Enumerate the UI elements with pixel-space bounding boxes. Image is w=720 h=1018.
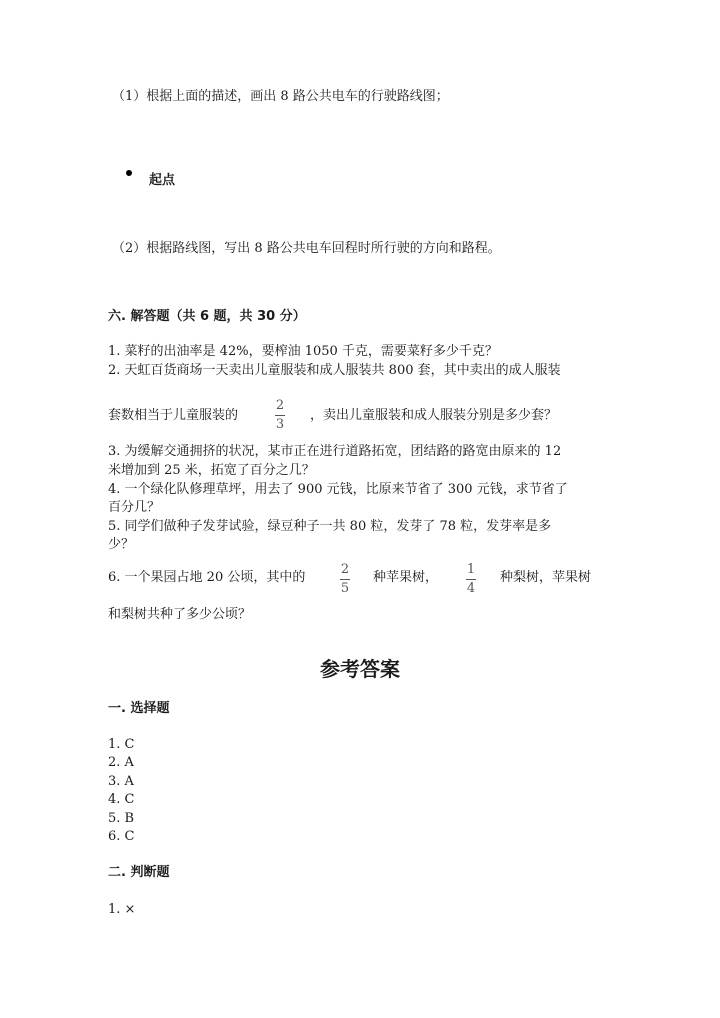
answer-item: 5. B bbox=[108, 811, 135, 826]
answer-item: 4. C bbox=[108, 792, 135, 807]
question-3-line1: 3. 为缓解交通拥挤的状况，某市正在进行道路拓宽，团结路的路宽由原来的 12 bbox=[108, 444, 562, 459]
question-1: 1. 菜籽的出油率是 42%，要榨油 1050 千克，需要菜籽多少千克？ bbox=[108, 344, 498, 359]
answers-section1-heading: 一. 选择题 bbox=[108, 701, 170, 716]
start-point-dot bbox=[126, 170, 132, 176]
fraction-two-fifths bbox=[340, 563, 350, 596]
part1-instruction: （1）根据上面的描述，画出 8 路公共电车的行驶路线图； bbox=[112, 89, 449, 104]
answer-item: 1. C bbox=[108, 737, 135, 752]
question-5-line2: 少？ bbox=[108, 537, 135, 552]
answer-item: 6. C bbox=[108, 829, 135, 844]
answer-item: 2. A bbox=[108, 755, 134, 770]
answers-title: 参考答案 bbox=[320, 657, 400, 681]
section6-heading: 六. 解答题（共 6 题，共 30 分） bbox=[108, 309, 306, 324]
question-4-line2: 百分几？ bbox=[108, 500, 161, 515]
fraction-numerator: 2 bbox=[275, 398, 285, 413]
fraction-bar bbox=[466, 579, 476, 580]
question-6-mid: 种苹果树， bbox=[373, 570, 439, 585]
answer-item: 1. × bbox=[108, 902, 136, 917]
question-2-line2-pre: 套数相当于儿童服装的 bbox=[108, 408, 239, 423]
fraction-denominator: 3 bbox=[275, 417, 285, 432]
start-label: 起点 bbox=[149, 173, 176, 188]
question-6-pre: 6. 一个果园占地 20 公顷，其中的 bbox=[108, 570, 306, 585]
fraction-denominator: 4 bbox=[466, 581, 476, 596]
answers-section2-heading: 二. 判断题 bbox=[108, 865, 170, 880]
question-2-line2-post: ，卖出儿童服装和成人服装分别是多少套？ bbox=[310, 408, 558, 423]
answer-item: 3. A bbox=[108, 774, 134, 789]
question-4-line1: 4. 一个绿化队修理草坪，用去了 900 元钱，比原来节省了 300 元钱，求节省了 bbox=[108, 482, 568, 497]
fraction-denominator: 5 bbox=[340, 581, 350, 596]
question-3-line2: 米增加到 25 米，拓宽了百分之几？ bbox=[108, 463, 315, 478]
fraction-numerator: 2 bbox=[340, 562, 350, 577]
question-6-line2: 和梨树共种了多少公顷？ bbox=[108, 607, 252, 622]
fraction-two-thirds bbox=[275, 399, 285, 432]
fraction-one-quarter bbox=[466, 563, 476, 596]
question-6-post: 种梨树，苹果树 bbox=[500, 570, 592, 585]
question-2-line1: 2. 天虹百货商场一天卖出儿童服装和成人服装共 800 套，其中卖出的成人服装 bbox=[108, 363, 561, 378]
fraction-bar bbox=[340, 579, 350, 580]
fraction-numerator: 1 bbox=[466, 562, 476, 577]
fraction-bar bbox=[275, 415, 285, 416]
part2-instruction: （2）根据路线图，写出 8 路公共电车回程时所行驶的方向和路程。 bbox=[112, 241, 501, 256]
question-5-line1: 5. 同学们做种子发芽试验，绿豆种子一共 80 粒，发芽了 78 粒，发芽率是多 bbox=[108, 519, 552, 534]
